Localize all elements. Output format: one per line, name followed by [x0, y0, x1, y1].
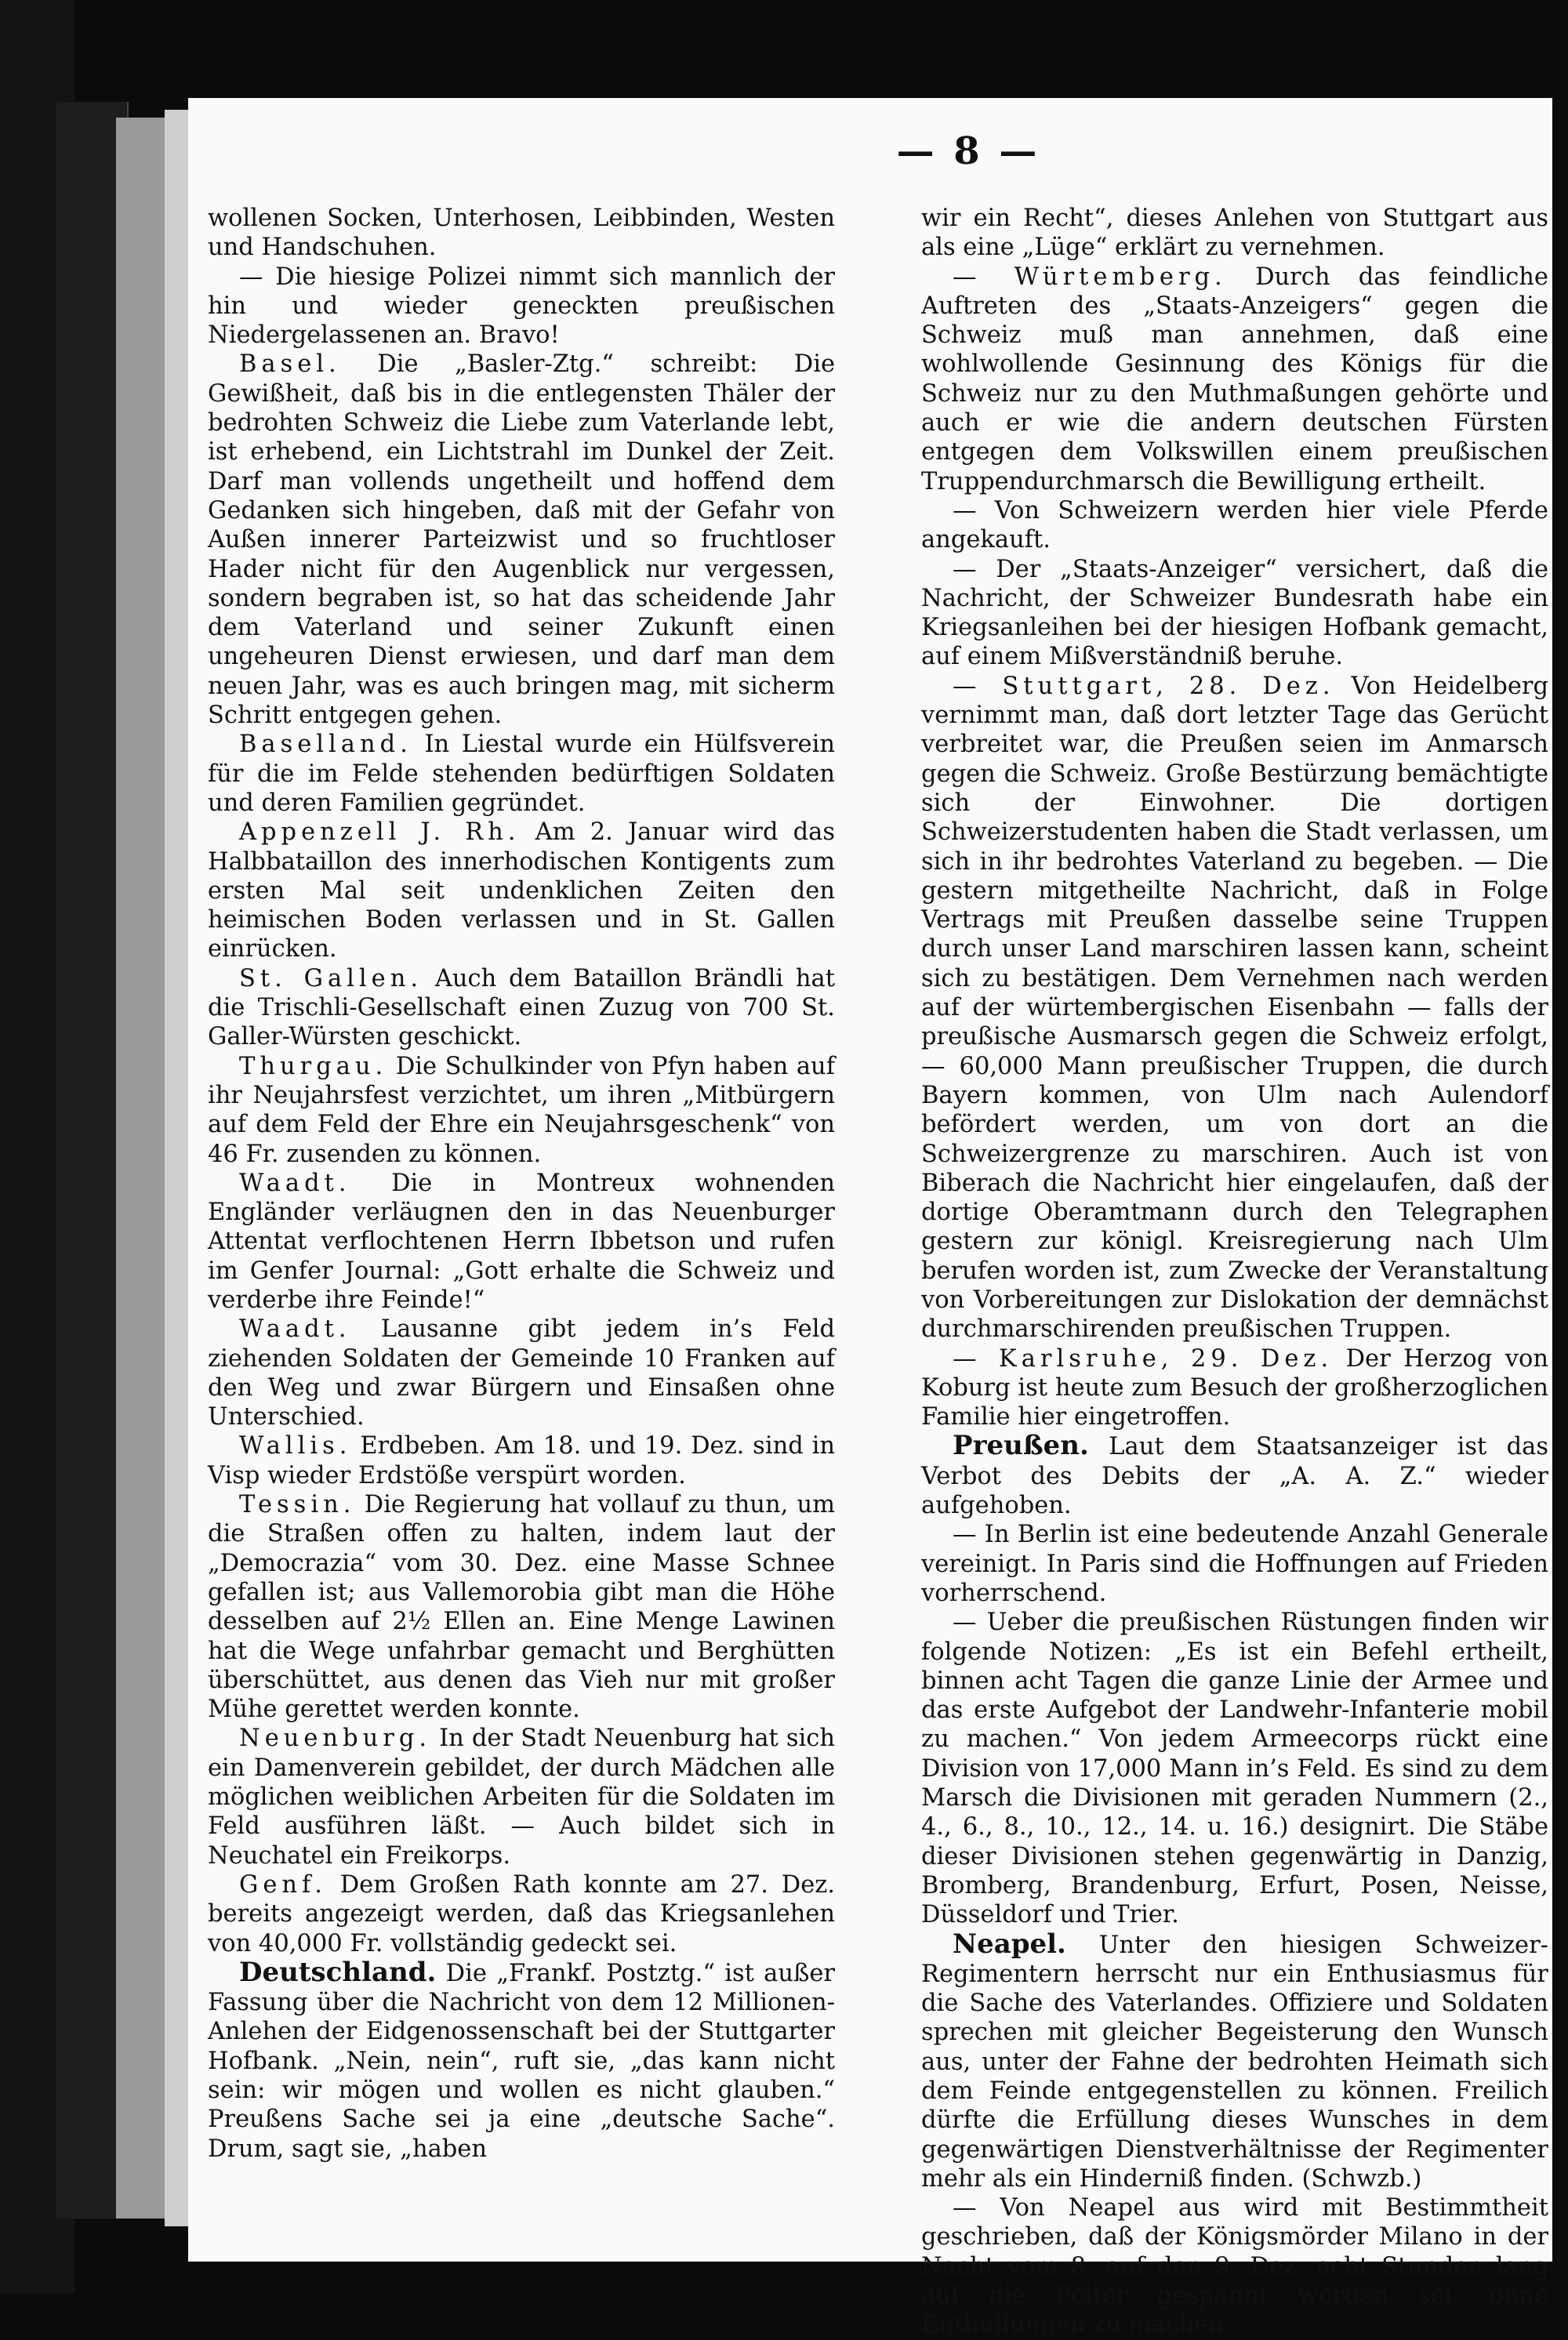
place-name: Thurgau.: [239, 1052, 388, 1080]
place-name: — Stuttgart, 28. Dez.: [953, 672, 1335, 700]
article-paragraph: [208, 1431, 835, 1490]
article-paragraph: [208, 350, 835, 730]
article-paragraph: [208, 1870, 835, 1958]
paragraph-text: Die „Frankf. Postztg.“ ist außer Fassung über die Nachricht von dem 12 Millionen-Anlehen der Eidgenossenschaft bei der Stuttgarter Hofbank. „Nein, nein“, ruft sie, „das kann nicht sein: wir mögen und wollen es nicht glauben.“ Preußens Sache sei ja eine „deutsche Sache“. Drum, sagt sie, „haben: [208, 1959, 835, 2163]
place-name: Waadt.: [239, 1315, 351, 1344]
article-paragraph: [921, 2193, 1548, 2339]
paragraph-text: — Der „Staats-Anzeiger“ versichert, daß die Nachricht, der Schweizer Bundesrath habe ein Kriegsanleihen bei der hiesigen Hofbank gemacht, auf einem Mißverständniß beruhe.: [921, 555, 1548, 671]
article-paragraph: [208, 1169, 835, 1315]
section-heading: Deutschland.: [239, 1956, 437, 1988]
article-paragraph: [208, 1958, 835, 2164]
place-name: Neuenburg.: [239, 1725, 432, 1753]
paragraph-text: In der Stadt Neuenburg hat sich ein Damenverein gebildet, der durch Mädchen alle möglichen weiblichen Arbeiten für die Soldaten im Feld ausführen läßt. — Auch bildet sich in Neuchatel ein Freikorps.: [208, 1725, 835, 1870]
article-paragraph: [921, 496, 1548, 555]
place-name: — Karlsruhe, 29. Dez.: [953, 1344, 1334, 1373]
article-paragraph: [208, 964, 835, 1052]
article-paragraph: [208, 263, 835, 350]
article-paragraph: [208, 1490, 835, 1724]
paragraph-text: Durch das feindliche Auftreten des „Staats-Anzeigers“ gegen die Schweiz muß man annehmen, daß eine wohlwollende Gesinnung des Königs für die Schweiz nur zu den Muthmaßungen gehörte und auch er wie die andern deutschen Fürsten entgegen dem Volkswillen einem preußischen Truppendurchmarsch die Bewilligung ertheilt.: [921, 263, 1548, 495]
paragraph-text: wollenen Socken, Unterhosen, Leibbinden, Westen und Handschuhen.: [208, 205, 835, 262]
paragraph-text: wir ein Recht“, dieses Anlehen von Stuttgart aus als eine „Lüge“ erklärt zu vernehmen.: [921, 205, 1548, 262]
article-paragraph: [921, 555, 1548, 672]
place-name: Tessin.: [239, 1491, 356, 1519]
place-name: Genf.: [239, 1870, 327, 1899]
paragraph-text: Die Regierung hat vollauf zu thun, um die Straßen offen zu halten, indem laut der „Democrazia“ vom 30. Dez. eine Masse Schnee gefallen ist; aus Vallemorobia gibt man die Höhe desselben auf 2½ Ellen an. Eine Menge Lawinen hat die Wege unfahrbar gemacht und Berghütten überschüttet, aus denen das Vieh nur mit großer Mühe gerettet werden konnte.: [208, 1491, 836, 1724]
paragraph-text: Dem Großen Rath konnte am 27. Dez. bereits angezeigt werden, daß das Kriegsanlehen von 40,000 Fr. vollständig gedeckt sei.: [208, 1870, 836, 1957]
paragraph-text: — In Berlin ist eine bedeutende Anzahl Generale vereinigt. In Paris sind die Hoffnungen auf Frieden vorherrschend.: [921, 1521, 1548, 1607]
place-name: Wallis.: [239, 1432, 352, 1460]
place-name: — Würtemberg.: [953, 263, 1227, 291]
paragraph-text: Die „Basler-Ztg.“ schreibt: Die Gewißheit, daß bis in die entlegensten Thäler der bedrohten Schweiz die Liebe zum Vaterlande lebt, ist erhebend, ein Lichtstrahl im Dunkel der Zeit. Darf man vollends ungetheilt und hoffend dem Gedanken sich hingeben, daß mit der Gefahr von Außen innerer Parteizwist und so fruchtloser Hader nicht für den Augenblick nur vergessen, sondern begraben ist, so hat das scheidende Jahr dem Vaterland und seiner Zukunft einen ungeheuren Dienst erwiesen, und darf man dem neuen Jahr, was es auch bringen mag, mit sicherm Schritt entgegen gehen.: [208, 350, 835, 730]
article-paragraph: [921, 1930, 1548, 2194]
article-paragraph: [208, 730, 835, 818]
page-number: — 8 —: [896, 129, 1040, 173]
article-paragraph: [208, 1724, 835, 1870]
paragraph-text: In Liestal wurde ein Hülfsverein für die im Felde stehenden bedürftigen Soldaten und deren Familien gegründet.: [208, 731, 835, 817]
paragraph-text: Auch dem Bataillon Brändli hat die Trischli-Gesellschaft einen Zuzug von 700 St. Galler-Würsten geschickt.: [208, 964, 835, 1051]
article-paragraph: [921, 1608, 1548, 1929]
paragraph-text: — Ueber die preußischen Rüstungen finden wir folgende Notizen: „Es ist ein Befehl ertheilt, binnen acht Tagen die ganze Linie der Armee und das erste Aufgebot der Landwehr-Infanterie mobil zu machen.“ Von jedem Armeecorps rückt eine Division von 17,000 Mann in’s Feld. Es sind zu dem Marsch die Divisionen mit geraden Nummern (2., 4., 6., 8., 10., 12., 14. u. 16.) designirt. Die Stäbe dieser Divisionen stehen gegenwärtig in Danzig, Bromberg, Brandenburg, Erfurt, Posen, Neisse, Düsseldorf und Trier.: [921, 1609, 1548, 1929]
paragraph-text: — Von Schweizern werden hier viele Pferde angekauft.: [921, 496, 1548, 554]
article-paragraph: [921, 1520, 1548, 1608]
paragraph-text: Von Heidelberg vernimmt man, daß dort letzter Tage das Gerücht verbreitet war, die Preußen seien im Anmarsch gegen die Schweiz. Große Bestürzung bemächtigte sich der Einwohner. Die dortigen Schweizerstudenten haben die Stadt verlassen, um sich in ihr bedrohtes Vaterland zu begeben. — Die gestern mitgetheilte Nachricht, daß in Folge Vertrags mit Preußen dasselbe seine Truppen durch unser Land marschiren lassen kann, scheint sich zu bestätigen. Dem Vernehmen nach werden auf der würtembergischen Eisenbahn — falls der preußische Ausmarsch gegen die Schweiz erfolgt, — 60,000 Mann preußischer Truppen, die durch Bayern kommen, von Ulm nach Aulendorf befördert werden, um von dort an die Schweizergrenze zu marschiren. Auch ist von Biberach die Nachricht hier eingelaufen, daß der dortige Oberamtmann durch den Telegraphen gestern zur königl. Kreisregierung nach Ulm berufen worden ist, zum Zwecke der Veranstaltung von Vorbereitungen zur Dislokation der demnächst durchmarschirenden preußischen Truppen.: [921, 672, 1548, 1344]
article-paragraph: [921, 1344, 1548, 1432]
paragraph-text: Der Herzog von Koburg ist heute zum Besuch der großherzoglichen Familie hier eingetroffen.: [921, 1344, 1548, 1431]
article-paragraph: [208, 818, 835, 963]
article-paragraph: [208, 204, 835, 263]
left-column: [208, 204, 835, 2164]
place-name: Waadt.: [239, 1169, 351, 1197]
paragraph-text: Unter den hiesigen Schweizer-Regimentern herrscht nur ein Enthusiasmus für die Sache des Vaterlandes. Offiziere und Soldaten sprechen mit gleicher Begeisterung den Wunsch aus, unter der Fahne der bedrohten Heimath sich dem Feinde entgegenstellen zu können. Freilich dürfte die Erfüllung dieses Wunsches in dem gegenwärtigen Dienstverhältnisse der Regimenter mehr als ein Hinderniß finden. (Schwzb.): [921, 1931, 1548, 2193]
article-paragraph: [921, 672, 1548, 1344]
paragraph-text: Am 2. Januar wird das Halbbataillon des innerhodischen Kontigents zum ersten Mal seit undenklichen Zeiten den heimischen Boden verlassen und in St. Gallen einrücken.: [208, 818, 835, 963]
paragraph-text: Lausanne gibt jedem in’s Feld ziehenden Soldaten der Gemeinde 10 Franken auf den Weg und zwar Bürgern und Einsaßen ohne Unterschied.: [208, 1315, 835, 1431]
paragraph-text: Die in Montreux wohnenden Engländer verläugnen den in das Neuenburger Attentat verflochtenen Herrn Ibbetson und rufen im Genfer Journal: „Gott erhalte die Schweiz und verderbe ihre Feinde!“: [208, 1169, 835, 1314]
right-column: [921, 204, 1548, 2340]
paragraph-text: — Die hiesige Polizei nimmt sich mannlich der hin und wieder geneckten preußischen Niedergelassenen an. Bravo!: [208, 263, 835, 350]
place-name: Appenzell J. Rh.: [239, 818, 521, 847]
place-name: Baselland.: [239, 731, 412, 759]
article-paragraph: [208, 1052, 835, 1169]
paragraph-text: Erdbeben. Am 18. und 19. Dez. sind in Visp wieder Erdstöße verspürt worden.: [208, 1432, 835, 1489]
article-paragraph: [921, 263, 1548, 496]
paragraph-text: Die Schulkinder von Pfyn haben auf ihr Neujahrsfest verzichtet, um ihren „Mitbürgern auf dem Feld der Ehre ein Neujahrsgeschenk“ von 46 Fr. zusenden zu können.: [208, 1052, 835, 1168]
article-paragraph: [921, 1431, 1548, 1520]
paragraph-text: — Von Neapel aus wird mit Bestimmtheit geschrieben, daß der Königsmörder Milano in der Nacht vom 8. auf den 9. Dez. acht Stunden lang auf die Folter gespannt worden sei, ohne Enthüllungen zu machen.: [921, 2194, 1548, 2339]
newspaper-page: [188, 98, 1552, 2339]
place-name: Basel.: [239, 350, 341, 379]
place-name: St. Gallen.: [239, 964, 423, 992]
article-paragraph: [208, 1315, 835, 1431]
paragraph-text: Laut dem Staatsanzeiger ist das Verbot des Debits der „A. A. Z.“ wieder aufgehoben.: [921, 1433, 1548, 1520]
section-heading: Neapel.: [953, 1928, 1066, 1960]
article-paragraph: [921, 204, 1548, 263]
section-heading: Preußen.: [953, 1430, 1089, 1462]
